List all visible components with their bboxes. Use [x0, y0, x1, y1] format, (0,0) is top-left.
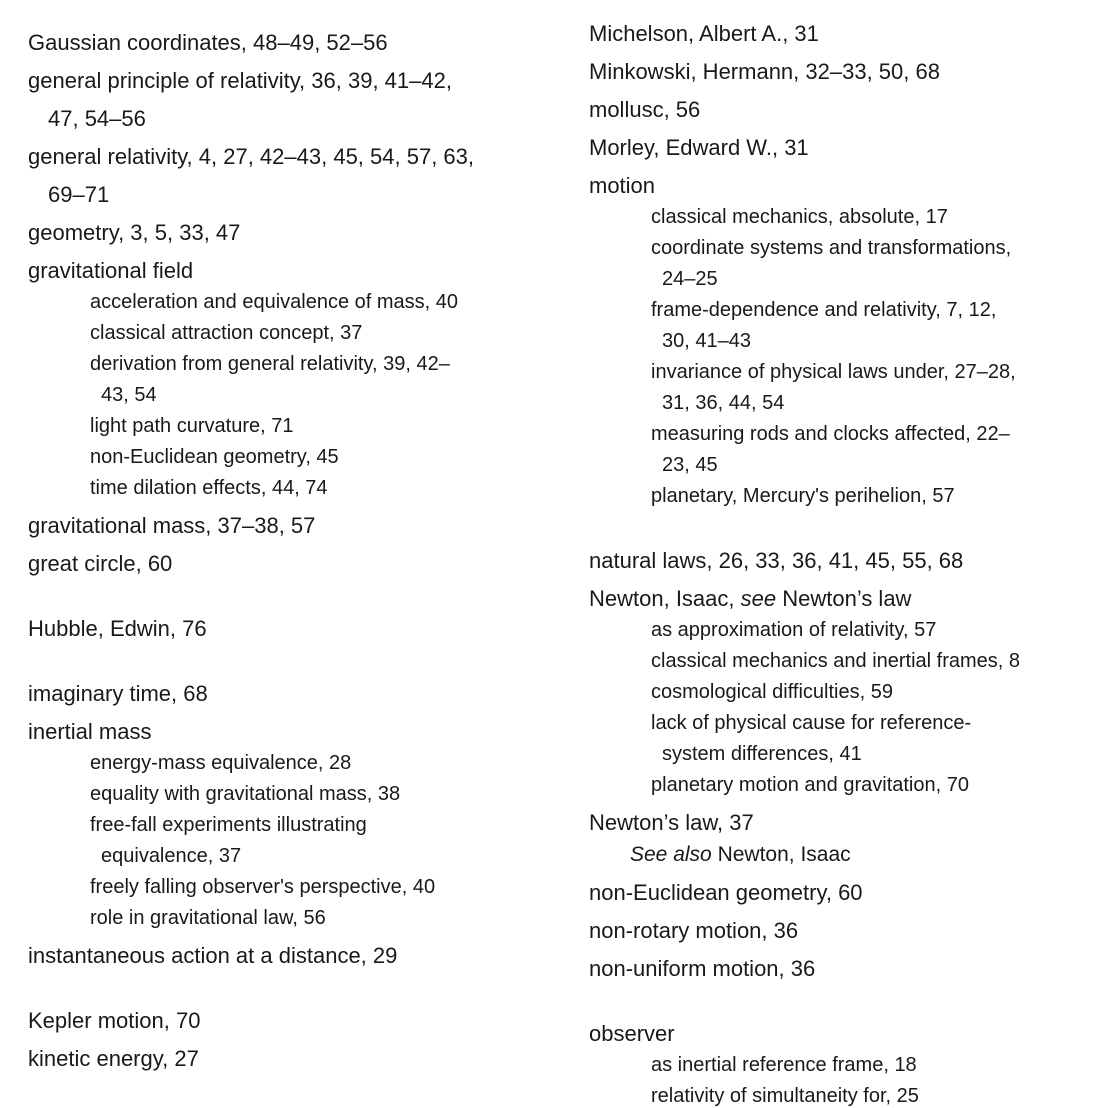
index-subentry: light path curvature, 71	[90, 415, 294, 437]
section-gap	[28, 641, 558, 668]
entry-text: Newton’s law	[776, 586, 912, 611]
index-subentry: energy-mass equivalence, 28	[90, 752, 352, 774]
index-entry-continuation: 43, 54	[101, 384, 157, 406]
index-entry: observer	[589, 1021, 675, 1046]
index-subentry: time dilation effects, 44, 74	[90, 477, 328, 499]
index-entry: great circle, 60	[28, 551, 173, 576]
index-subentry: derivation from general relativity, 39, 42–	[90, 353, 450, 375]
index-entry: instantaneous action at a distance, 29	[28, 943, 398, 968]
section-gap	[28, 968, 558, 995]
index-entry: non-Euclidean geometry, 60	[589, 880, 863, 905]
index-entry: natural laws, 26, 33, 36, 41, 45, 55, 68	[589, 548, 964, 573]
index-subentry: classical mechanics and inertial frames, 8	[651, 650, 1021, 672]
index-subentry: cosmological difficulties, 59	[651, 681, 893, 703]
index-entry-continuation: 24–25	[662, 268, 718, 290]
index-entry-continuation: 47, 54–56	[48, 106, 146, 131]
index-subentry: as inertial reference frame, 18	[651, 1054, 917, 1076]
index-entry: Michelson, Albert A., 31	[589, 21, 819, 46]
index-entry: kinetic energy, 27	[28, 1046, 199, 1071]
index-entry: imaginary time, 68	[28, 681, 208, 706]
index-entry: gravitational mass, 37–38, 57	[28, 513, 316, 538]
index-subentry: as approximation of relativity, 57	[651, 619, 937, 641]
entry-text: Newton, Isaac	[711, 843, 851, 866]
index-subentry: frame-dependence and relativity, 7, 12,	[651, 299, 997, 321]
index-entry: non-uniform motion, 36	[589, 956, 816, 981]
section-gap	[589, 981, 1116, 1008]
index-entry: non-rotary motion, 36	[589, 918, 799, 943]
index-subentry: relativity of simultaneity for, 25	[651, 1085, 919, 1107]
index-entry-continuation: equivalence, 37	[101, 845, 242, 867]
index-column-left	[0, 0, 558, 1072]
see-also-line	[589, 843, 1116, 867]
index-entry: Hubble, Edwin, 76	[28, 616, 207, 641]
index-entry: general relativity, 4, 27, 42–43, 45, 54, 57, 63,	[28, 144, 475, 169]
section-gap	[589, 508, 1116, 535]
index-entry: Gaussian coordinates, 48–49, 52–56	[28, 30, 388, 55]
index-subentry: free-fall experiments illustrating	[90, 814, 367, 836]
index-entry-continuation: system differences, 41	[662, 743, 862, 765]
index-subentry: non-Euclidean geometry, 45	[90, 446, 339, 468]
index-entry	[589, 587, 1116, 611]
index-subentry: freely falling observer's perspective, 40	[90, 876, 436, 898]
index-entry-continuation: 30, 41–43	[662, 330, 751, 352]
index-subentry: role in gravitational law, 56	[90, 907, 326, 929]
index-subentry: planetary, Mercury's perihelion, 57	[651, 485, 955, 507]
index-subentry: planetary motion and gravitation, 70	[651, 774, 969, 796]
index-entry: motion	[589, 173, 656, 198]
section-gap	[28, 576, 558, 603]
index-subentry: classical mechanics, absolute, 17	[651, 206, 948, 228]
italic-cross-reference: see	[740, 586, 777, 611]
index-entry: general principle of relativity, 36, 39, 41–42,	[28, 68, 452, 93]
index-entry-continuation: 23, 45	[662, 454, 718, 476]
index-entry: inertial mass	[28, 719, 152, 744]
index-entry: mollusc, 56	[589, 97, 701, 122]
index-subentry: invariance of physical laws under, 27–28,	[651, 361, 1016, 383]
index-subentry: acceleration and equivalence of mass, 40	[90, 291, 459, 313]
index-entry: Kepler motion, 70	[28, 1008, 201, 1033]
index-entry: Newton’s law, 37	[589, 810, 754, 835]
index-subentry: equality with gravitational mass, 38	[90, 783, 401, 805]
index-entry: Morley, Edward W., 31	[589, 135, 809, 160]
index-subentry: coordinate systems and transformations,	[651, 237, 1012, 259]
index-column-right	[558, 0, 1116, 1107]
index-subentry: measuring rods and clocks affected, 22–	[651, 423, 1010, 445]
index-entry-continuation: 31, 36, 44, 54	[662, 392, 785, 414]
italic-cross-reference: See also	[630, 843, 712, 866]
index-subentry: lack of physical cause for reference-	[651, 712, 972, 734]
index-entry-continuation: 69–71	[48, 182, 110, 207]
entry-text: Newton, Isaac,	[589, 586, 741, 611]
index-entry: gravitational field	[28, 258, 194, 283]
index-entry: geometry, 3, 5, 33, 47	[28, 220, 241, 245]
index-subentry: classical attraction concept, 37	[90, 322, 363, 344]
index-entry: Minkowski, Hermann, 32–33, 50, 68	[589, 59, 940, 84]
